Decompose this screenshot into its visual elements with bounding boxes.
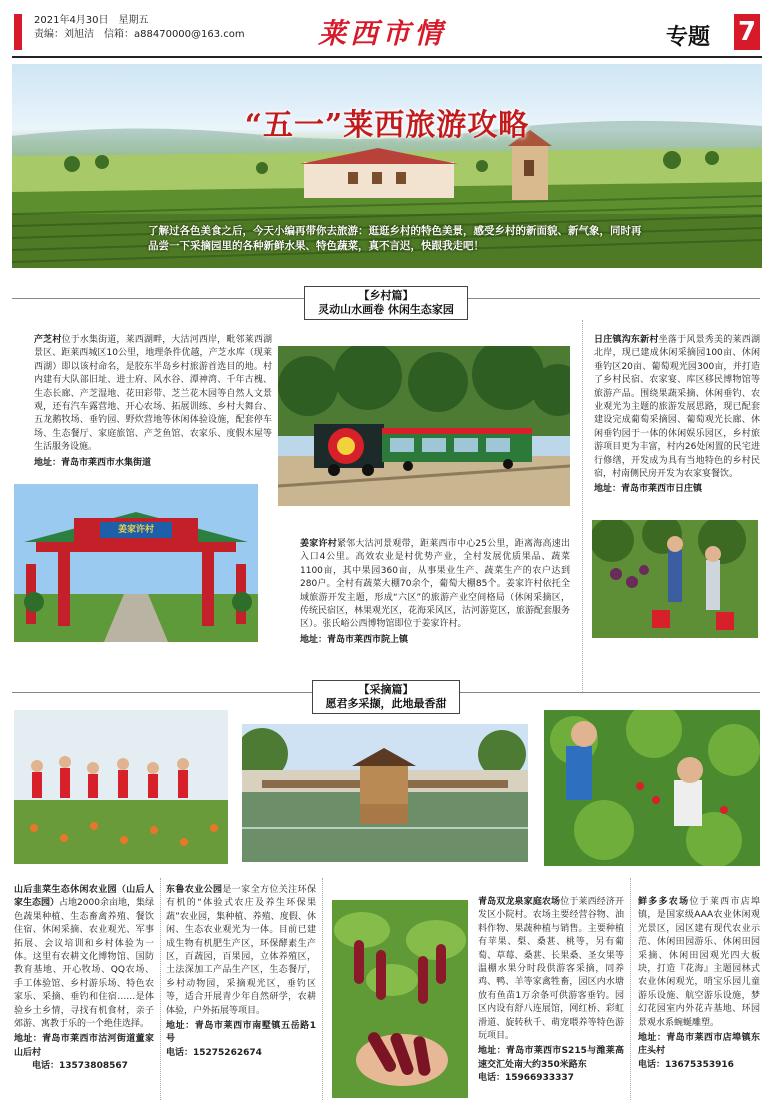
article-lead: 东鲁农业公园 [166, 885, 223, 895]
photo-pond-pavilion [242, 724, 528, 862]
picking-section-subtitle: 愿君多采撷，此地最香甜 [325, 697, 447, 710]
gate-sign-text: 姜家许村 [117, 525, 154, 535]
article-address: 地址：青岛市莱西市S215与潍莱高速交汇处南大约350米路东 [478, 1046, 624, 1070]
photo-family-grape-picking [592, 520, 758, 638]
village-section-name: 【乡村篇】 [358, 289, 414, 302]
article-body: 紧邻大沽河景观带，距莱西市中心25公里，距离海高速出入口4公里。高效农业是村优势产业，全村发展优质果品、蔬菜1100亩，其中果园360亩，从事果业生产、蔬菜生产的农户达到280户。全村有蔬菜大棚70余个，葡萄大棚85个。姜家许村依托全域旅游开发主题，形成“六区”的旅游产业空间格局（休闲采摘区，传统民宿区，林果观光区，花海采风区，沽河游览区，旅游配套服务区）。张氏峪公西博物馆即位于姜家许村。 [300, 539, 571, 630]
editor-line: 责编：刘旭洁 信箱：a88470000@163.com [34, 29, 245, 40]
article-address: 地址：青岛市莱西市沽河街道董家山后村 [14, 1034, 154, 1058]
article-lead: 姜家许村 [300, 539, 337, 549]
article-address: 地址：青岛市莱西市店埠镇东庄头村 [638, 1033, 760, 1057]
photo-mulberries [332, 900, 468, 1098]
article-body: 是一家全方位关注环保有机的“体验式农庄及养生环保果蔬”农业园，集种植、养殖、度假、休闲、生态农业观光为一体。目前已建成生物有机肥生产区，环保酵素生产区，百蔬园，百果园，立体养殖区，土法深加工产品生产区，生态餐厅，乡村动物园，采摘观光区，垂钓区等，适合开展青少年自然研学，农耕体验，户外拓展等项目。 [166, 885, 316, 1016]
article-phone: 电话：15275262674 [166, 1047, 262, 1058]
article-lead: 青岛双龙泉家庭农场 [478, 897, 561, 907]
article-xianduoduo [638, 896, 760, 1072]
column-divider [322, 878, 323, 1100]
section-rule-right [468, 298, 760, 299]
masthead-red-bar [14, 14, 22, 50]
article-lead: 山后韭菜生态休闲农业园（山后人家生态园） [14, 885, 154, 909]
photo-village-gate [14, 484, 258, 642]
article-phone: 电话：13675353916 [638, 1059, 734, 1070]
newspaper-logo: 莱西市情 [318, 17, 447, 50]
column-divider [582, 320, 583, 692]
photo-children-flower-field [14, 710, 228, 864]
picking-section-name: 【采摘篇】 [358, 683, 414, 696]
masthead-rule [12, 56, 762, 58]
article-address: 地址：青岛市莱西市水集街道 [34, 457, 152, 468]
masthead [0, 0, 772, 62]
article-jiangjiaxu [300, 538, 570, 647]
article-body: 坐落于风景秀美的莱西湖北岸，现已建成休闲采摘园100亩、休闲垂钓区20亩、葡萄观光园300亩，并打造了乡村民宿、农家宴、库区移民博物馆等旅游产品。围绕果蔬采摘、休闲垂钓、农业观光为主题的旅游发展思路，现已配套建设完成葡萄采摘园、葡萄观光长廊、休闲垂钓园于一体的休闲娱乐园区，乡村旅游项目更为丰富，村内26处闲置的民宅进行修缮，开发成为具有当地特色的乡村民宿，村南侧民房开发为农家宴餐饮。 [594, 335, 760, 480]
masthead-meta [34, 14, 245, 42]
article-address: 地址：青岛市莱西市日庄镇 [594, 484, 703, 495]
article-body: 位于莱西市店埠镇，是国家级AAA农业休闲观光景区，园区建有现代农业示范、休闲田园游乐、休闲田园采摘、休闲田园观光四大板块，打造『花海』主题园林式农业休闲观光，哨宝乐园儿童游乐设施、航空游乐设施，梦幻花园室内外花卉基地、环园景观水系蜿蜒雕塑。 [638, 897, 760, 1028]
village-section-heading [304, 286, 468, 320]
photo-child-picking-vegetables [544, 710, 760, 866]
column-divider [630, 878, 631, 1100]
issue-date: 2021年4月30日 星期五 [34, 15, 149, 26]
article-lead: 日庄镇沟东新村 [594, 335, 659, 345]
section-label: 专题 [666, 25, 711, 50]
article-address: 地址：青岛市莱西市南墅镇五岳路1号 [166, 1021, 316, 1045]
article-shanhou [14, 884, 154, 1074]
article-rizhuang [594, 334, 760, 497]
article-body: 占地2000余亩地，集绿色蔬果种植、生态畜禽养殖、餐饮住宿、休闲采摘、农业观光、军事拓展、会议培训和乡村体验为一体。这里有农耕文化博物馆、国防教育基地、开心牧场、QQ农场、手工体验馆、乡村游乐场、特色农家乐、采摘、垂钓和住宿……是体验乡土乡情，寻找有机食材，亲子郊游、寓教于乐的一个绝佳选择。 [14, 898, 154, 1030]
section-rule-left [12, 692, 312, 693]
article-body: 位于莱西经济开发区小院村。农场主要经营谷物、油料作物、果蔬种植与销售。主要种植有苹果、梨、桑葚、桃等，另有葡萄、草莓、桑葚、长果桑、圣女果等温棚水果分时段供游客采摘，同养鸡、鸭、羊等家禽牲畜，园区内水塘放有鱼苗1万余条可供游客垂钓。园区内设有舒八连展馆，网红桥、彩虹滑道、旋转秋千、萌宠喂养等特色游玩项目。 [478, 897, 624, 1042]
article-lead: 鲜多多农场 [638, 897, 690, 907]
photo-tourist-train [278, 346, 570, 506]
hero-banner [12, 64, 762, 268]
article-body: 位于水集街道，莱西湖畔，大沽河西岸，毗邻莱西湖景区、距莱西城区10公里，地理条件优越，产芝水库（现莱西湖）即以该村命名，是胶东半岛乡村旅游首选目的地。村内建有大队部旧址、进士府、风水谷、潭神湾、千年古槐、生态长廊、产芝湿地、花田彩带、芝兰花木园等自然人文景观，还有汽车露营地、开心农场、拓展训练、乡村大舞台、五龙鹅牧场、垂钓园、野炊营地等休闲体验设施，配套停车场、生态餐厅、家庭旅馆、产芝鱼馆、农家乐、度假木屋等生活服务设施。 [34, 335, 272, 453]
hero-intro: 了解过各色美食之后，今天小编再带你去旅游：逛逛乡村的特色美景，感受乡村的新面貌、新气象，同时再品尝一下采摘园里的各种新鲜水果、特色蔬菜，真不言迟，快跟我走吧！ [148, 225, 642, 252]
article-shuanglong [478, 896, 624, 1086]
article-address: 地址：青岛市莱西市院上镇 [300, 634, 409, 645]
section-rule-left [12, 298, 304, 299]
village-section-subtitle: 灵动山水画卷 休闲生态家园 [318, 303, 454, 316]
hero-title: “五一”莱西旅游攻略 [244, 108, 530, 143]
article-chanzhi [34, 334, 272, 470]
column-divider [160, 878, 161, 1100]
article-phone: 电话：13573808567 [32, 1061, 128, 1072]
page-number: 7 [734, 14, 760, 50]
article-donglu [166, 884, 316, 1060]
article-phone: 电话：15966933337 [478, 1073, 574, 1084]
section-rule-right [460, 692, 760, 693]
article-lead: 产芝村 [34, 335, 62, 345]
picking-section-heading [312, 680, 460, 714]
